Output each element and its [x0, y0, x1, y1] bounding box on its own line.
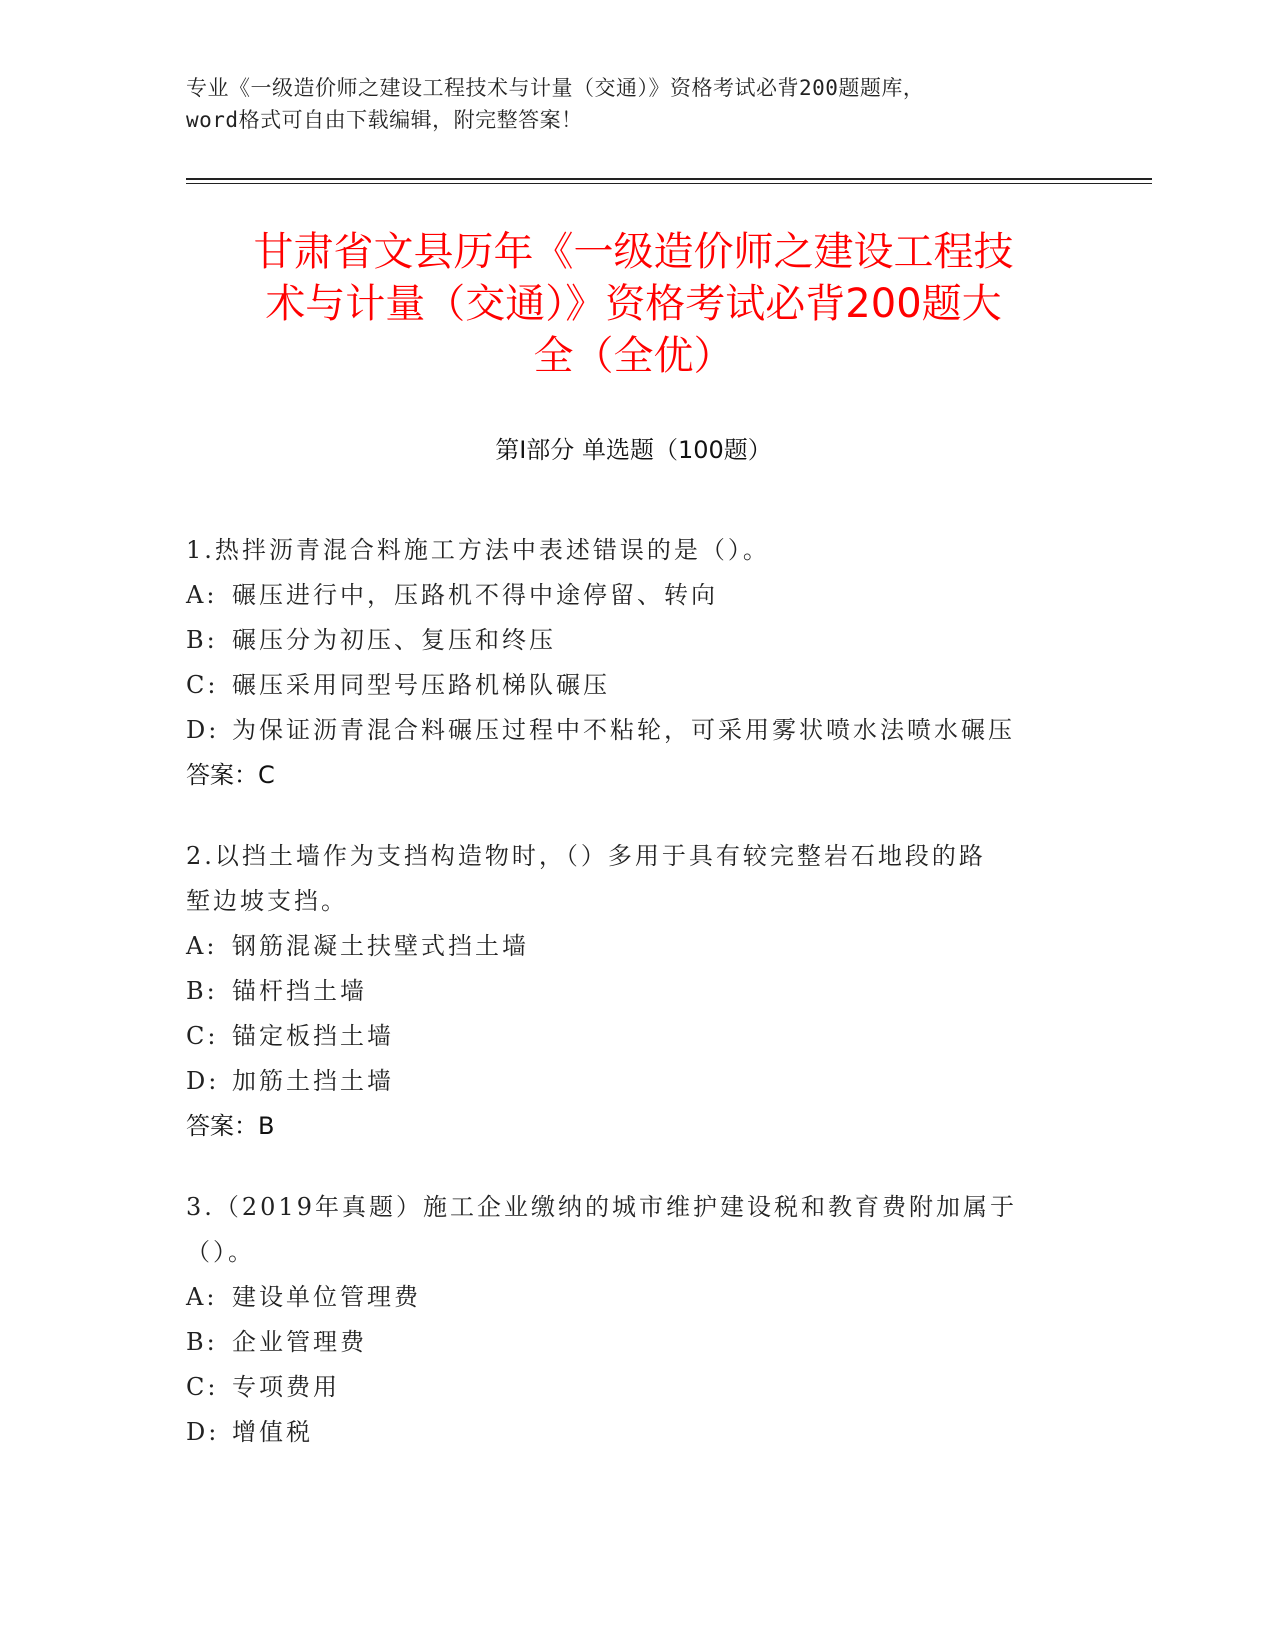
option-label: D: — [186, 716, 220, 744]
answer: 答案：B — [186, 1112, 275, 1140]
option-text: 锚定板挡土墙 — [232, 1022, 394, 1050]
question-stem-continued: （）。 — [186, 1238, 255, 1266]
option-text: 钢筋混凝土扶壁式挡土墙 — [232, 932, 529, 960]
title-line-1: 甘肃省文县历年《一级造价师之建设工程技 — [253, 229, 1014, 275]
header-note — [186, 72, 1086, 136]
option-c — [186, 663, 1086, 708]
question-3 — [186, 1185, 1086, 1455]
question-stem: 1.热拌沥青混合料施工方法中表述错误的是（）。 — [186, 536, 770, 564]
option-a — [186, 1275, 1086, 1320]
option-label: B: — [186, 626, 218, 654]
option-text: 为保证沥青混合料碾压过程中不粘轮，可采用雾状喷水法喷水碾压 — [232, 716, 1015, 744]
option-d — [186, 1059, 1086, 1104]
option-b — [186, 969, 1086, 1014]
option-text: 增值税 — [232, 1418, 313, 1446]
option-c — [186, 1014, 1086, 1059]
question-2 — [186, 834, 1086, 1149]
option-text: 碾压采用同型号压路机梯队碾压 — [232, 671, 610, 699]
header-divider-thin — [186, 183, 1152, 184]
option-label: B: — [186, 977, 218, 1005]
question-stem: 2.以挡土墙作为支挡构造物时，（）多用于具有较完整岩石地段的路 — [186, 842, 986, 870]
option-label: B: — [186, 1328, 218, 1356]
title-line-3: 全（全优） — [533, 333, 734, 379]
option-a — [186, 924, 1086, 969]
header-note-line-1: 专业《一级造价师之建设工程技术与计量（交通）》资格考试必背200题题库， — [186, 76, 925, 100]
header-divider-thick — [186, 178, 1152, 180]
option-text: 锚杆挡土墙 — [232, 977, 367, 1005]
option-text: 碾压分为初压、复压和终压 — [232, 626, 556, 654]
option-text: 碾压进行中，压路机不得中途停留、转向 — [232, 581, 718, 609]
option-label: C: — [186, 1373, 219, 1401]
option-label: D: — [186, 1418, 220, 1446]
option-d — [186, 1410, 1086, 1455]
header-note-line-2: word格式可自由下载编辑，附完整答案！ — [186, 108, 583, 132]
option-a — [186, 573, 1086, 618]
option-b — [186, 618, 1086, 663]
answer: 答案：C — [186, 761, 275, 789]
option-d — [186, 708, 1086, 753]
option-label: D: — [186, 1067, 220, 1095]
option-label: C: — [186, 671, 219, 699]
option-c — [186, 1365, 1086, 1410]
option-label: A: — [186, 581, 218, 609]
option-label: A: — [186, 932, 218, 960]
option-text: 专项费用 — [232, 1373, 340, 1401]
question-stem-continued: 堑边坡支挡。 — [186, 887, 348, 915]
section-title: 第I部分 单选题（100题） — [495, 436, 772, 464]
option-label: A: — [186, 1283, 218, 1311]
option-label: C: — [186, 1022, 219, 1050]
document-title — [186, 226, 1081, 382]
question-1 — [186, 528, 1086, 798]
option-text: 加筋土挡土墙 — [232, 1067, 394, 1095]
title-line-2: 术与计量（交通）》资格考试必背200题大 — [265, 281, 1002, 327]
option-b — [186, 1320, 1086, 1365]
option-text: 建设单位管理费 — [232, 1283, 421, 1311]
question-stem: 3.（2019年真题）施工企业缴纳的城市维护建设税和教育费附加属于 — [186, 1193, 1017, 1221]
option-text: 企业管理费 — [232, 1328, 367, 1356]
question-list — [186, 528, 1086, 1491]
